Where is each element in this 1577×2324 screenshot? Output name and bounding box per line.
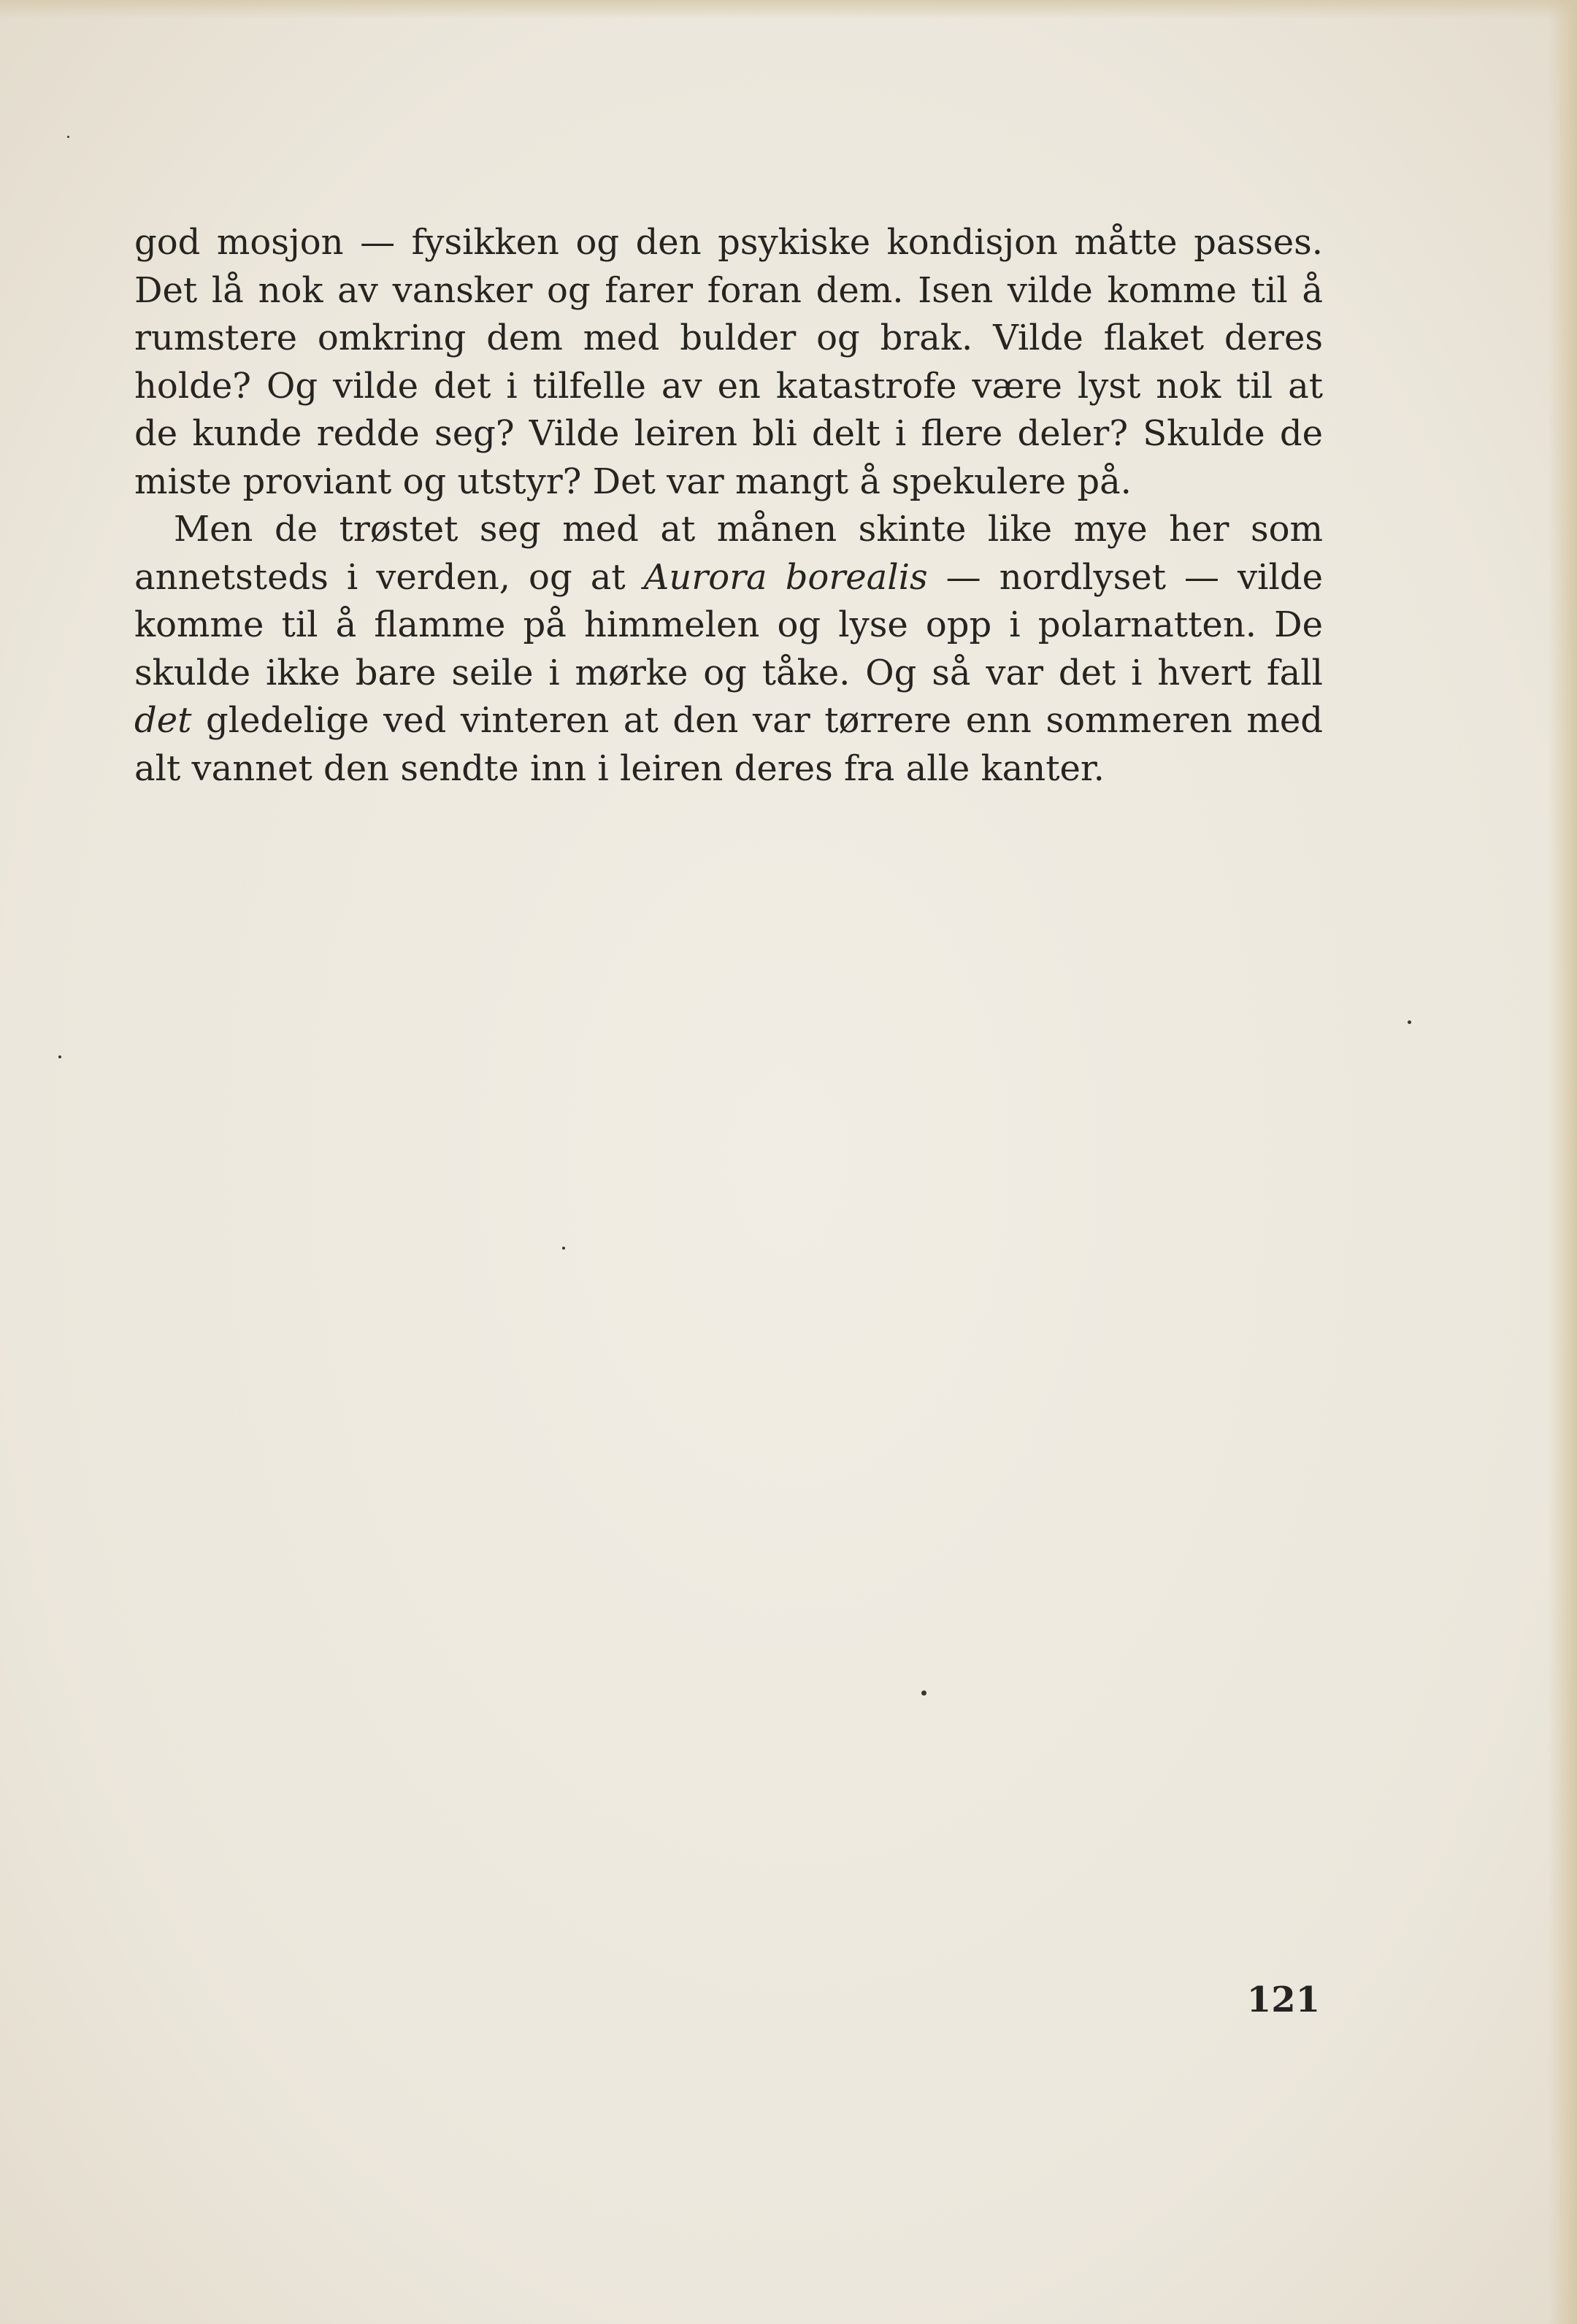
paper-speck <box>562 1247 565 1250</box>
paper-speck <box>921 1690 926 1696</box>
page-top-edge <box>0 0 1577 19</box>
italic-term-aurora-borealis: Aurora borealis <box>643 556 928 598</box>
paragraph-2-text-c: gledelige ved vinteren at den var tørrere enn sommeren med alt vannet den sendte inn i leiren deres fra alle kanter. <box>134 700 1323 789</box>
paragraph-2-text-a: Men de trøstet seg med at månen skinte like mye her som annetsteds i verden, og at <box>134 509 1323 598</box>
paper-speck <box>1408 1020 1411 1024</box>
paper-speck <box>58 1055 61 1058</box>
page-number: 121 <box>1246 1979 1320 2020</box>
page-right-edge <box>1548 0 1577 2324</box>
body-text <box>134 219 1323 793</box>
italic-emphasis-det: det <box>134 700 192 741</box>
paper-speck <box>67 136 69 138</box>
paragraph-1-text: god mosjon — fysikken og den psykiske kondisjon måtte passes. Det lå nok av vansker og farer foran dem. Isen vilde komme til å rumstere omkring dem med bulder og brak. Vilde flaket deres holde? Og vilde det i tilfelle av en katastrofe være lyst nok til at de kunde redde seg? Vilde leiren bli delt i flere deler? Skulde de miste proviant og utstyr? Det var mangt å spekulere på. <box>134 222 1323 502</box>
paragraph-2 <box>134 506 1323 793</box>
paragraph-1 <box>134 219 1323 506</box>
paragraph-2-text-b: — nordlyset — vilde komme til å flamme på himmelen og lyse opp i polarnatten. De skulde ikke bare seile i mørke og tåke. Og så var det i hvert fall <box>134 556 1324 693</box>
